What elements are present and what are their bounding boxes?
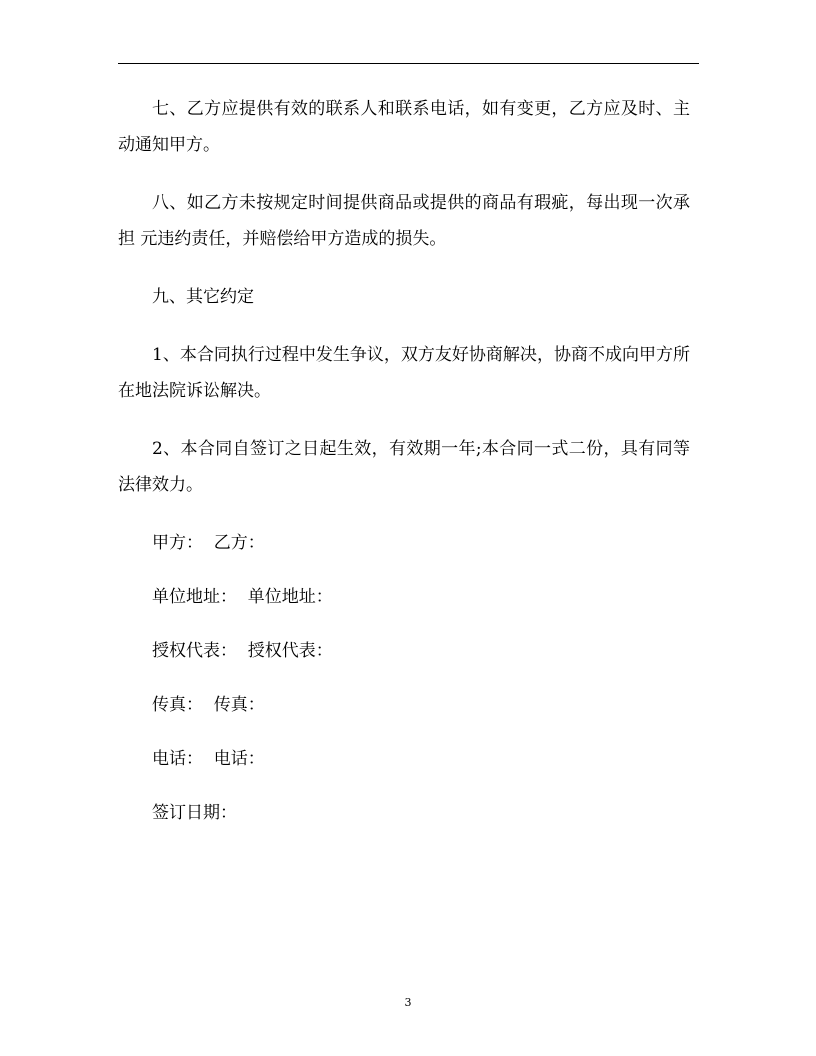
- header-rule: [118, 63, 699, 64]
- authorized-rep-line: 授权代表： 授权代表：: [152, 641, 333, 661]
- signing-date-line: 签订日期：: [152, 803, 237, 823]
- clause-nine-item-1: 1、本合同执行过程中发生争议，双方友好协商解决，协商不成向甲方所在地法院诉讼解决。: [118, 345, 690, 401]
- party-names-line: 甲方： 乙方：: [152, 533, 265, 553]
- clause-eight: 八、如乙方未按规定时间提供商品或提供的商品有瑕疵，每出现一次承担 元违约责任，并赔偿给甲方造成的损失。: [118, 193, 690, 249]
- page-number: 3: [404, 996, 412, 1009]
- document-body: [118, 91, 690, 849]
- clause-nine-item-2: 2、本合同自签订之日起生效，有效期一年;本合同一式二份，具有同等法律效力。: [118, 439, 690, 495]
- address-line: 单位地址： 单位地址：: [152, 587, 333, 607]
- clause-nine-heading: 九、其它约定: [152, 287, 254, 307]
- fax-line: 传真： 传真：: [152, 695, 265, 715]
- clause-seven: 七、乙方应提供有效的联系人和联系电话，如有变更，乙方应及时、主动通知甲方。: [118, 99, 690, 155]
- phone-line: 电话： 电话：: [152, 749, 265, 769]
